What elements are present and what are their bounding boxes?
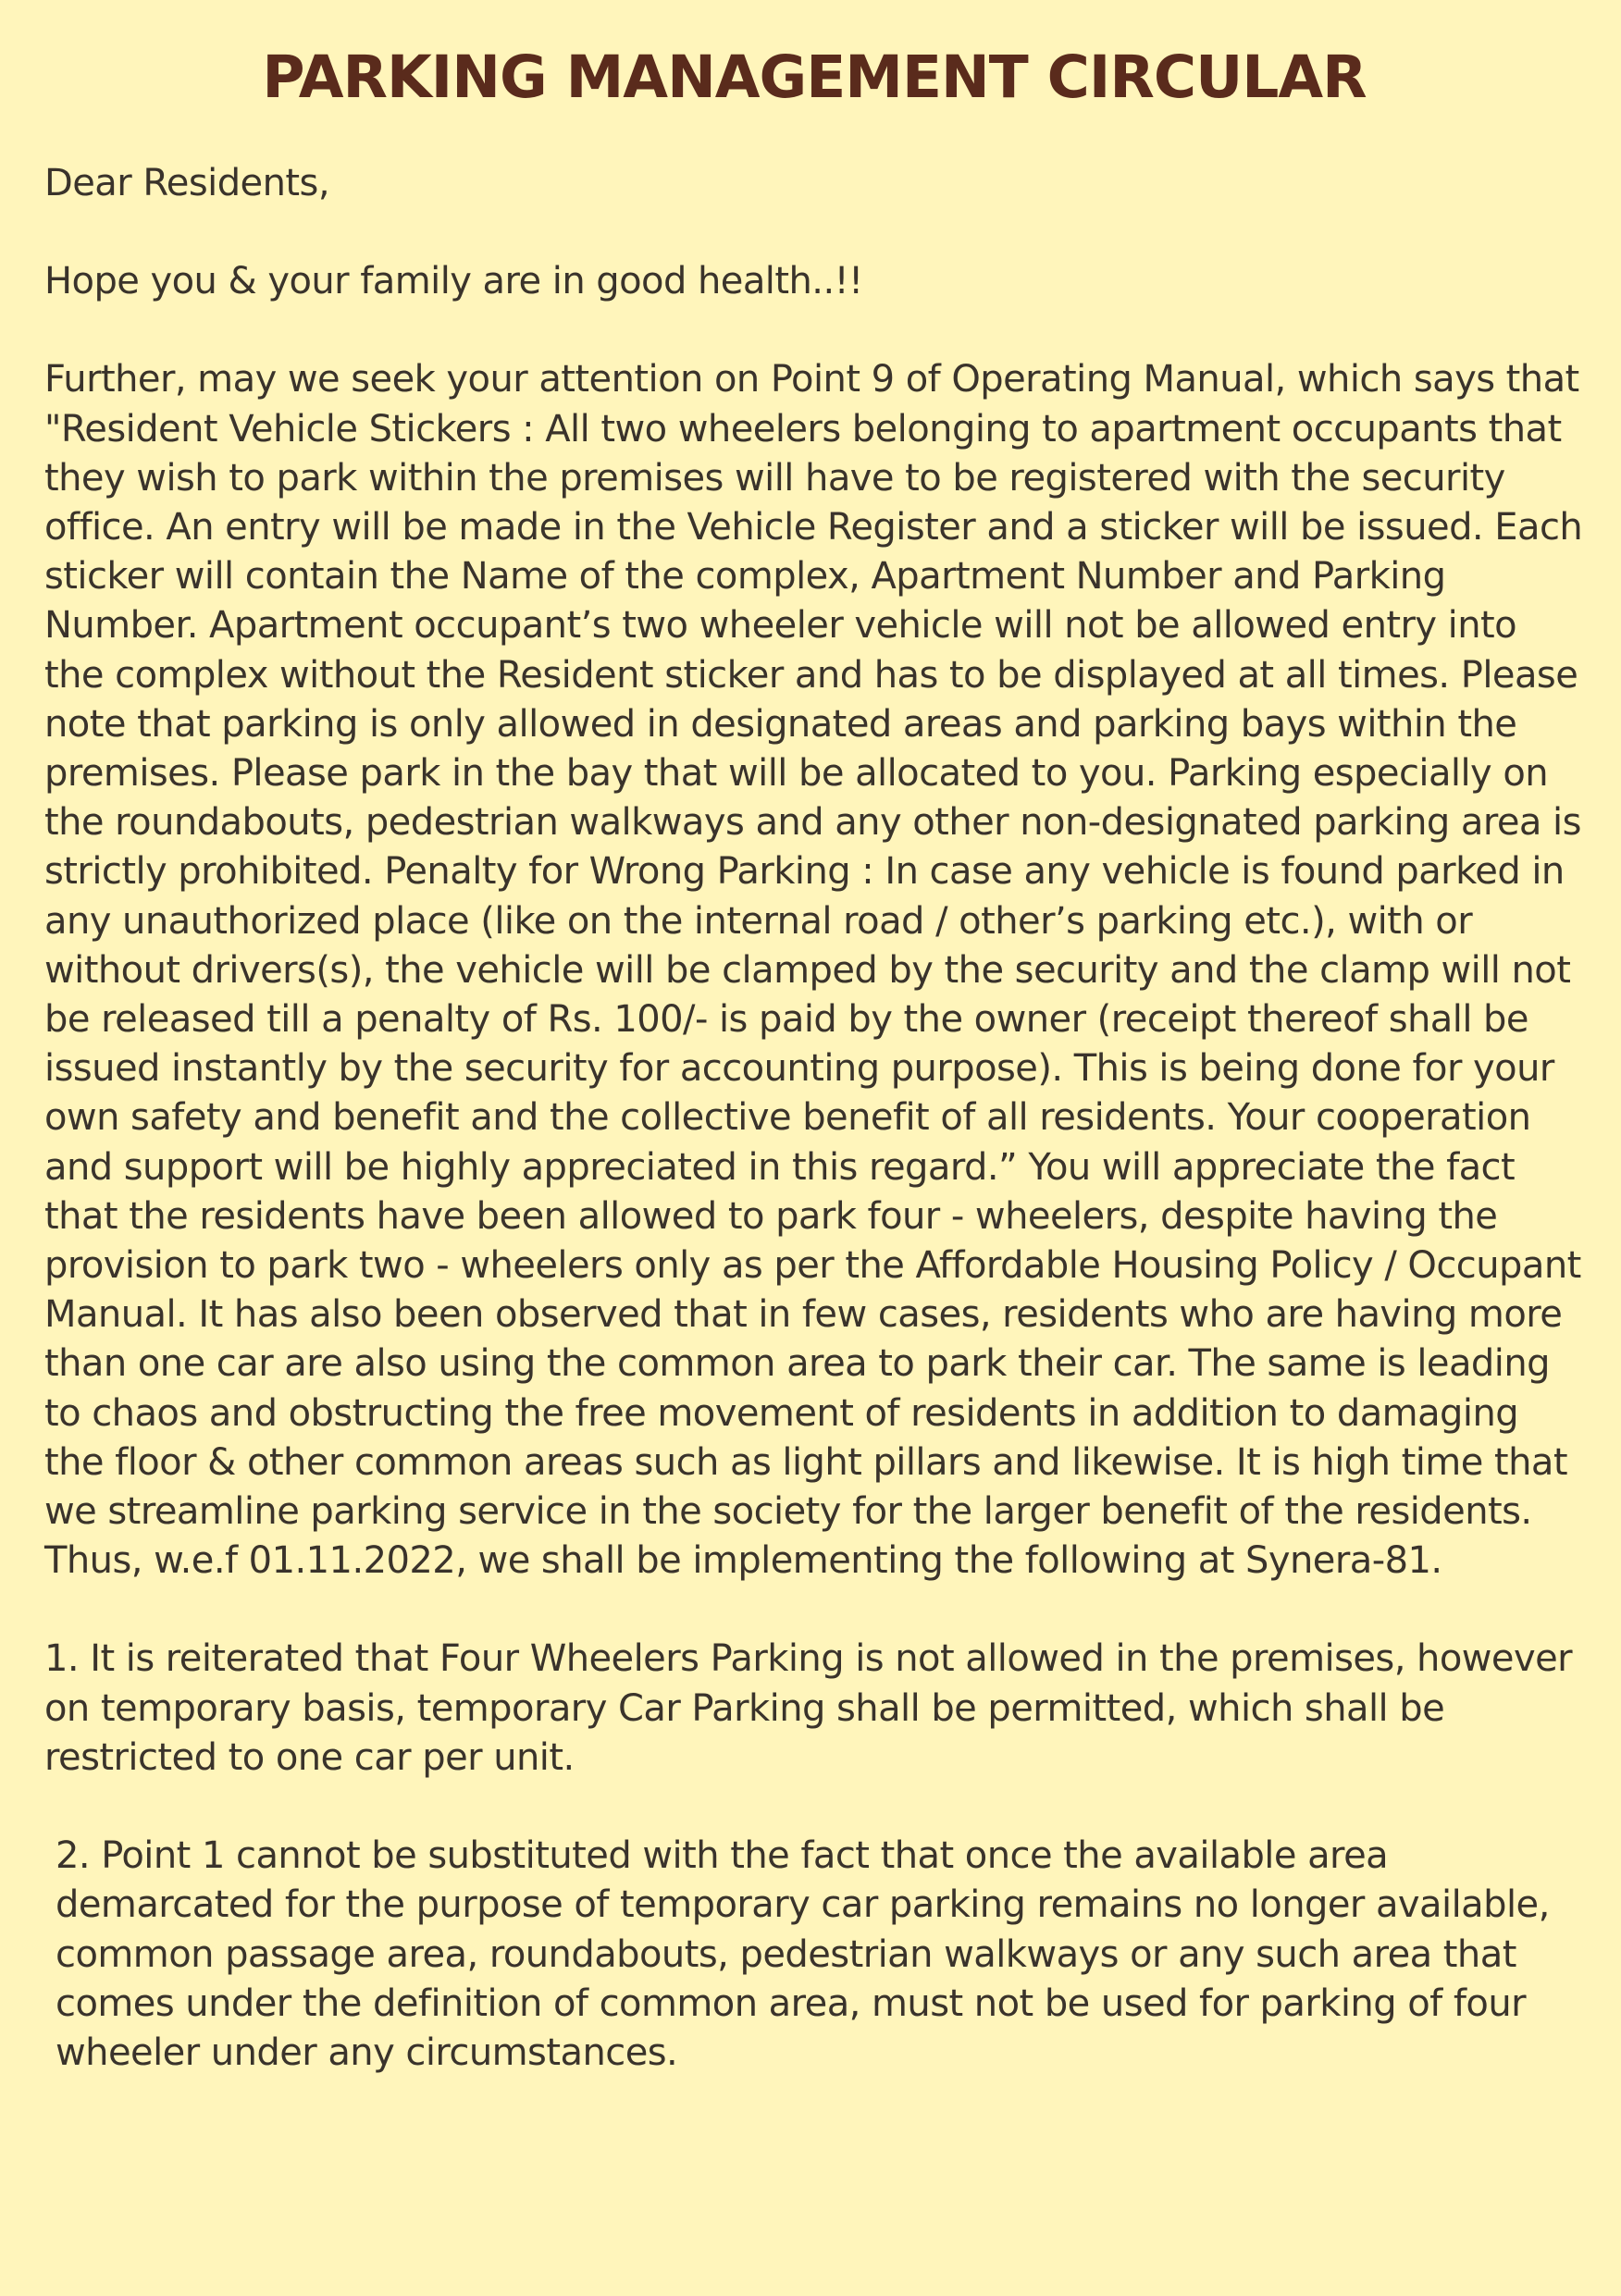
spacer [44, 208, 1584, 257]
point-1: 1. It is reiterated that Four Wheelers Parking is not allowed in the premises, however on temporary basis, temporary Car Parking shall be permitted, which shall be restricted to one car per unit. [44, 1637, 1573, 1779]
spacer [44, 306, 1584, 355]
wishes-line: Hope you & your family are in good health..!! [44, 260, 863, 303]
point-2: 2. Point 1 cannot be substituted with the fact that once the available area demarcated for the purpose of temporary car parking remains no longer available, common passage area, roundabouts, pedestrian walkways or any such area that comes under the definition of common area, must not be used for parking of four wheeler under any circumstances. [56, 1834, 1550, 2074]
body-paragraph: Further, may we seek your attention on Point 9 of Operating Manual, which says that "Resident Vehicle Stickers : All two wheelers belonging to apartment occupants that they wish to park within the premises will have to be registered with the security office. An entry will be made in the Vehicle Register and a sticker will be issued. Each sticker will contain the Name of the complex, Apartment Number and Parking Number. Apartment occupant’s two wheeler vehicle will not be allowed entry into the complex without the Resident sticker and has to be displayed at all times. Please note that parking is only allowed in designated areas and parking bays within the premises. Please park in the bay that will be allocated to you. Parking especially on the roundabouts, pedestrian walkways and any other non-designated parking area is strictly prohibited. Penalty for Wrong Parking : In case any vehicle is found parked in any unauthorized place (like on the internal road / other’s parking etc.), with or without drivers(s), the vehicle will be clamped by the security and the clamp will not be released till a penalty of Rs. 100/- is paid by the owner (receipt thereof shall be issued instantly by the security for accounting purpose). This is being done for your own safety and benefit and the collective benefit of all residents. Your cooperation and support will be highly appreciated in this regard.” You will appreciate the fact that the residents have been allowed to park four - wheelers, despite having the provision to park two - wheelers only as per the Affordable Housing Policy / Occupant Manual. It has also been observed that in few cases, residents who are having more than one car are also using the common area to park their car. The same is leading to chaos and obstructing the free movement of residents in addition to damaging the floor & other common areas such as light pillars and likewise. It is high time that we streamline parking service in the society for the larger benefit of the residents. Thus, w.e.f 01.11.2022, we shall be implementing the following at Synera-81. [44, 358, 1583, 1583]
spacer [44, 1783, 1584, 1832]
salutation: Dear Residents, [44, 162, 329, 204]
page-title: PARKING MANAGEMENT CIRCULAR [262, 43, 1367, 111]
spacer [44, 1586, 1584, 1635]
